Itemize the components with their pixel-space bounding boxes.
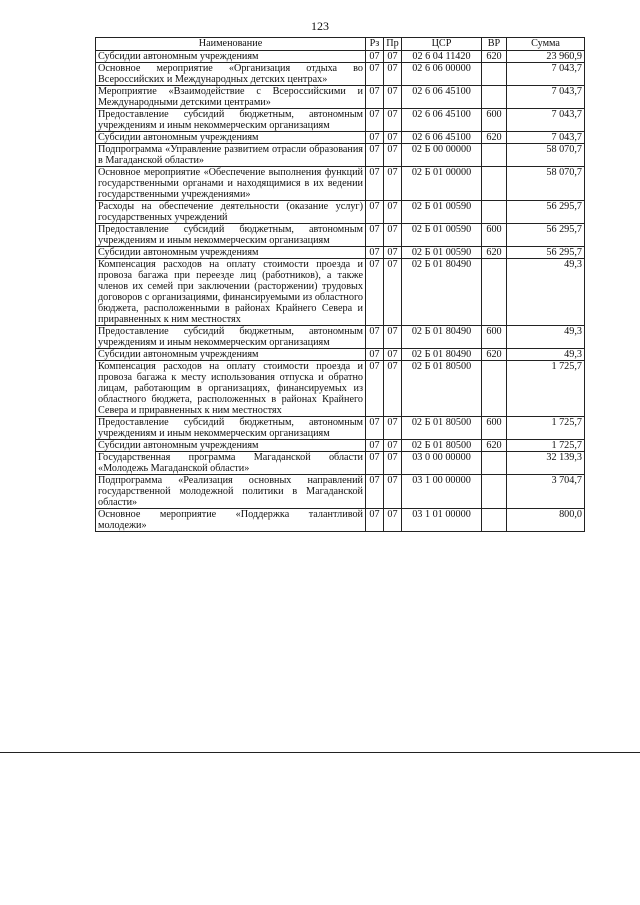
cell-vr (482, 167, 507, 201)
cell-pr: 07 (384, 417, 402, 440)
cell-name: Субсидии автономным учреждениям (96, 247, 366, 259)
cell-sum: 1 725,7 (507, 440, 585, 452)
table-row (96, 417, 585, 440)
cell-name: Государственная программа Магаданской области «Молодежь Магаданской области» (96, 452, 366, 475)
cell-vr (482, 201, 507, 224)
page-number: 123 (311, 19, 329, 33)
cell-name: Основное мероприятие «Обеспечение выполнения функций государственными органами и находящимися в их ведении государственными учреждениями» (96, 167, 366, 201)
table-row (96, 361, 585, 417)
cell-vr: 620 (482, 132, 507, 144)
cell-vr: 620 (482, 247, 507, 259)
cell-csr: 02 Б 00 00000 (402, 144, 482, 167)
budget-table (95, 37, 585, 532)
cell-vr (482, 509, 507, 532)
cell-rz: 07 (366, 247, 384, 259)
cell-vr: 620 (482, 440, 507, 452)
cell-rz: 07 (366, 201, 384, 224)
cell-name: Субсидии автономным учреждениям (96, 51, 366, 63)
cell-name: Расходы на обеспечение деятельности (оказание услуг) государственных учреждений (96, 201, 366, 224)
cell-csr: 02 Б 01 80490 (402, 349, 482, 361)
footer-divider (0, 752, 640, 753)
cell-csr: 02 Б 01 00590 (402, 224, 482, 247)
cell-vr: 620 (482, 349, 507, 361)
table-row (96, 167, 585, 201)
cell-rz: 07 (366, 167, 384, 201)
cell-csr: 03 1 00 00000 (402, 475, 482, 509)
table-row (96, 201, 585, 224)
cell-csr: 02 Б 01 00590 (402, 201, 482, 224)
cell-name: Компенсация расходов на оплату стоимости проезда и провоза багажа к месту использования отпуска и обратно лицам, работающим в организациях, финансируемых из областного бюджета, расположенных в районах Крайнего Севера и приравненных к ним местностях (96, 361, 366, 417)
cell-sum: 49,3 (507, 349, 585, 361)
table-row (96, 109, 585, 132)
table-header-row (96, 38, 585, 51)
header-sum: Сумма (507, 38, 585, 51)
cell-rz: 07 (366, 144, 384, 167)
header-name: Наименование (96, 38, 366, 51)
cell-name: Субсидии автономным учреждениям (96, 349, 366, 361)
cell-vr (482, 259, 507, 326)
cell-pr: 07 (384, 326, 402, 349)
cell-sum: 32 139,3 (507, 452, 585, 475)
cell-vr (482, 475, 507, 509)
cell-csr: 02 Б 01 80490 (402, 326, 482, 349)
cell-csr: 02 Б 01 80490 (402, 259, 482, 326)
cell-sum: 7 043,7 (507, 132, 585, 144)
table-row (96, 247, 585, 259)
cell-csr: 02 6 06 45100 (402, 86, 482, 109)
table-row (96, 475, 585, 509)
table-row (96, 86, 585, 109)
table-row (96, 452, 585, 475)
cell-csr: 02 6 06 45100 (402, 109, 482, 132)
cell-vr (482, 86, 507, 109)
cell-sum: 58 070,7 (507, 167, 585, 201)
cell-vr (482, 63, 507, 86)
table-row (96, 259, 585, 326)
cell-name: Основное мероприятие «Организация отдыха во Всероссийских и Международных детских центрах» (96, 63, 366, 86)
cell-name: Компенсация расходов на оплату стоимости проезда и провоза багажа при переезде лиц (работников), а также членов их семей при заключении (расторжении) трудовых договоров с организациями, финансируемыми из областного бюджета, расположенными в районах Крайнего Севера и приравненных к ним местностях (96, 259, 366, 326)
table-row (96, 224, 585, 247)
cell-rz: 07 (366, 51, 384, 63)
cell-rz: 07 (366, 132, 384, 144)
table-row (96, 326, 585, 349)
cell-sum: 56 295,7 (507, 224, 585, 247)
cell-csr: 02 Б 01 00590 (402, 247, 482, 259)
cell-sum: 1 725,7 (507, 417, 585, 440)
cell-vr (482, 144, 507, 167)
cell-name: Предоставление субсидий бюджетным, автономным учреждениям и иным некоммерческим организациям (96, 417, 366, 440)
cell-vr: 600 (482, 224, 507, 247)
table-row (96, 63, 585, 86)
cell-csr: 02 6 06 00000 (402, 63, 482, 86)
cell-sum: 7 043,7 (507, 63, 585, 86)
cell-pr: 07 (384, 109, 402, 132)
cell-name: Предоставление субсидий бюджетным, автономным учреждениям и иным некоммерческим организациям (96, 109, 366, 132)
table-row (96, 509, 585, 532)
cell-name: Основное мероприятие «Поддержка талантливой молодежи» (96, 509, 366, 532)
cell-name: Подпрограмма «Управление развитием отрасли образования в Магаданской области» (96, 144, 366, 167)
cell-sum: 56 295,7 (507, 201, 585, 224)
cell-csr: 03 1 01 00000 (402, 509, 482, 532)
table-row (96, 51, 585, 63)
cell-name: Мероприятие «Взаимодействие с Всероссийскими и Международными детскими центрами» (96, 86, 366, 109)
cell-name: Субсидии автономным учреждениям (96, 132, 366, 144)
cell-vr: 600 (482, 109, 507, 132)
cell-rz: 07 (366, 86, 384, 109)
header-vr: ВР (482, 38, 507, 51)
cell-name: Подпрограмма «Реализация основных направлений государственной молодежной политики в Магаданской области» (96, 475, 366, 509)
cell-sum: 56 295,7 (507, 247, 585, 259)
header-rz: Рз (366, 38, 384, 51)
table-row (96, 132, 585, 144)
cell-csr: 02 Б 01 00000 (402, 167, 482, 201)
header-pr: Пр (384, 38, 402, 51)
cell-csr: 02 Б 01 80500 (402, 440, 482, 452)
table-row (96, 349, 585, 361)
cell-rz: 07 (366, 326, 384, 349)
cell-vr: 620 (482, 51, 507, 63)
cell-vr (482, 452, 507, 475)
table-row (96, 440, 585, 452)
cell-sum: 3 704,7 (507, 475, 585, 509)
cell-pr: 07 (384, 167, 402, 201)
cell-pr: 07 (384, 440, 402, 452)
cell-sum: 7 043,7 (507, 109, 585, 132)
cell-sum: 7 043,7 (507, 86, 585, 109)
cell-sum: 800,0 (507, 509, 585, 532)
cell-name: Субсидии автономным учреждениям (96, 440, 366, 452)
cell-sum: 58 070,7 (507, 144, 585, 167)
cell-rz: 07 (366, 63, 384, 86)
cell-csr: 02 Б 01 80500 (402, 417, 482, 440)
cell-pr: 07 (384, 475, 402, 509)
cell-pr: 07 (384, 247, 402, 259)
cell-pr: 07 (384, 361, 402, 417)
cell-pr: 07 (384, 51, 402, 63)
header-csr: ЦСР (402, 38, 482, 51)
cell-pr: 07 (384, 144, 402, 167)
cell-pr: 07 (384, 201, 402, 224)
cell-csr: 02 6 06 45100 (402, 132, 482, 144)
table-row (96, 144, 585, 167)
cell-rz: 07 (366, 259, 384, 326)
cell-pr: 07 (384, 224, 402, 247)
cell-rz: 07 (366, 509, 384, 532)
cell-csr: 02 6 04 11420 (402, 51, 482, 63)
cell-rz: 07 (366, 417, 384, 440)
cell-rz: 07 (366, 349, 384, 361)
cell-rz: 07 (366, 224, 384, 247)
cell-rz: 07 (366, 440, 384, 452)
cell-pr: 07 (384, 349, 402, 361)
cell-pr: 07 (384, 452, 402, 475)
cell-name: Предоставление субсидий бюджетным, автономным учреждениям и иным некоммерческим организациям (96, 224, 366, 247)
cell-sum: 23 960,9 (507, 51, 585, 63)
cell-pr: 07 (384, 259, 402, 326)
cell-csr: 03 0 00 00000 (402, 452, 482, 475)
cell-pr: 07 (384, 63, 402, 86)
cell-pr: 07 (384, 509, 402, 532)
cell-pr: 07 (384, 132, 402, 144)
cell-vr (482, 361, 507, 417)
cell-rz: 07 (366, 109, 384, 132)
cell-pr: 07 (384, 86, 402, 109)
cell-name: Предоставление субсидий бюджетным, автономным учреждениям и иным некоммерческим организациям (96, 326, 366, 349)
cell-rz: 07 (366, 452, 384, 475)
cell-sum: 1 725,7 (507, 361, 585, 417)
cell-vr: 600 (482, 326, 507, 349)
cell-sum: 49,3 (507, 326, 585, 349)
cell-sum: 49,3 (507, 259, 585, 326)
cell-rz: 07 (366, 361, 384, 417)
cell-vr: 600 (482, 417, 507, 440)
cell-csr: 02 Б 01 80500 (402, 361, 482, 417)
cell-rz: 07 (366, 475, 384, 509)
